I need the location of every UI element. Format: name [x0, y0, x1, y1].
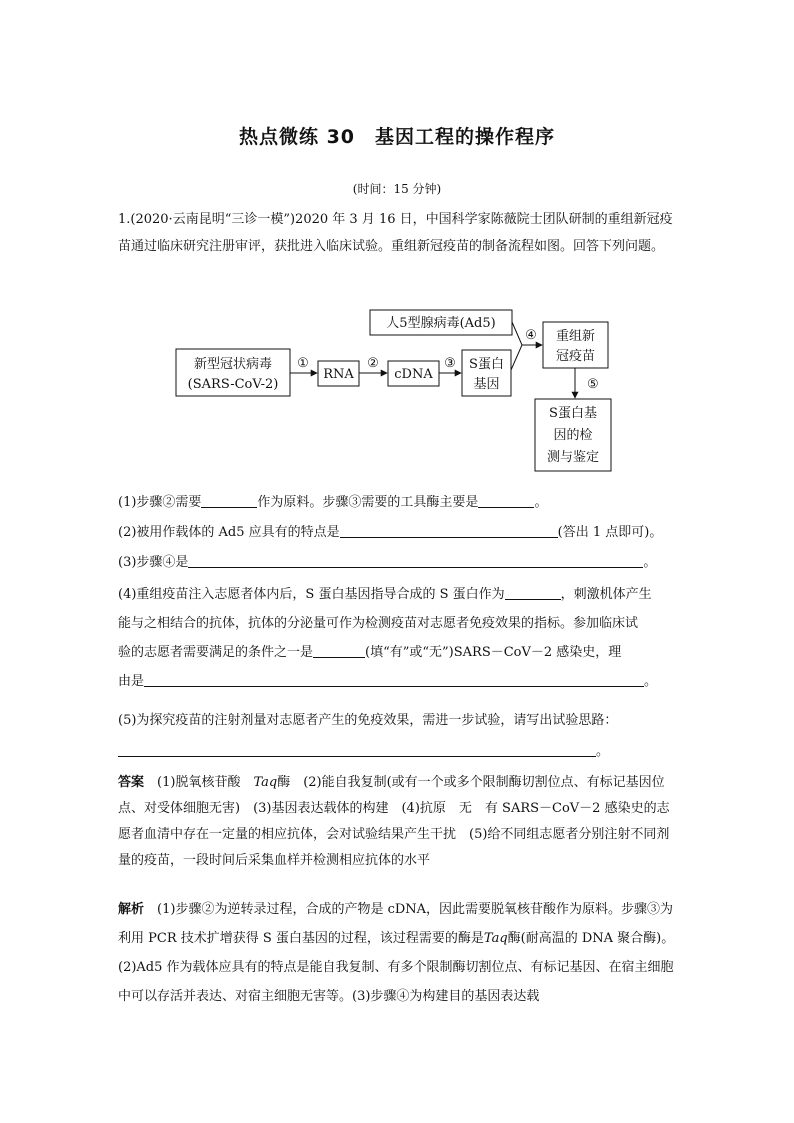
- answer-blank[interactable]: [313, 643, 365, 658]
- answer-blank[interactable]: [340, 523, 558, 538]
- rna-label: RNA: [323, 367, 354, 382]
- detection-label-1: S蛋白基: [549, 406, 597, 421]
- step-5-label: ⑤: [587, 377, 599, 392]
- s-gene-label-2: 基因: [473, 377, 500, 392]
- question-4: (4)重组疫苗注入志愿者体内后，S 蛋白基因指导合成的 S 蛋白作为 ，刺激机体产生 能与之相结合的抗体，抗体的分泌量可作为检测疫苗对志愿者免疫效果的指标。参加临床试 验的志愿者需要满足的条件之一是 (填“有”或“无”)SARS－CoV－2 感染史，理 由是 。: [118, 587, 658, 689]
- cdna-label: cDNA: [394, 367, 433, 382]
- page-title: 热点微练 30 基因工程的操作程序: [238, 126, 556, 148]
- answer-blank[interactable]: [144, 672, 644, 687]
- answer-blank[interactable]: [188, 553, 643, 568]
- s-gene-label-1: S蛋白: [469, 357, 504, 372]
- step-3-label: ③: [444, 356, 456, 371]
- answer-blank[interactable]: [505, 585, 561, 600]
- analysis-section: 解析 (1)步骤②为逆转录过程，合成的产物是 cDNA，因此需要脱氧核苷酸作为原料。步骤③为利用 PCR 技术扩增获得 S 蛋白基因的过程，该过程需要的酶是Taq酶(耐高温的 DNA 聚合酶)。(2)Ad5 作为载体应具有的特点是能自我复制、有多个限制酶切割位点、有标记基因、在宿主细胞中可以存活并表达、对宿主细胞无害等。(3)步骤④为构建目的基因表达载: [118, 902, 675, 1004]
- question-intro: 1.(2020·云南昆明“三诊一模”)2020 年 3 月 16 日，中国科学家陈薇院士团队研制的重组新冠疫苗通过临床研究注册审评，获批进入临床试验。重组新冠疫苗的制备流程如图。回答下列问题。: [118, 212, 673, 254]
- question-2: (2)被用作载体的 Ad5 应具有的特点是 (答出 1 点即可)。: [118, 525, 663, 540]
- virus-label-1: 新型冠状病毒: [193, 357, 273, 372]
- question-5-line: 。: [118, 737, 693, 766]
- step-4-label: ④: [525, 328, 537, 343]
- arrow-4-join: [511, 322, 522, 370]
- ad5-label: 人5型腺病毒(Ad5): [386, 316, 496, 331]
- detection-label-2: 因的检: [553, 428, 593, 443]
- answer-blank[interactable]: [118, 742, 596, 757]
- flow-diagram: [0, 0, 794, 480]
- question-5: (5)为探究疫苗的注射剂量对志愿者产生的免疫效果，需进一步试验，请写出试验思路：: [118, 713, 618, 728]
- answer-blank[interactable]: [478, 493, 534, 508]
- step-2-label: ②: [367, 356, 379, 371]
- vaccine-label-1: 重组新: [555, 329, 596, 344]
- detection-label-3: 测与鉴定: [546, 450, 600, 465]
- virus-label-2: (SARS-CoV-2): [187, 377, 279, 392]
- answer-blank[interactable]: [201, 493, 257, 508]
- question-3: (3)步骤④是 。: [118, 555, 657, 570]
- question-1: (1)步骤②需要 作为原料。步骤③需要的工具酶主要是 。: [118, 495, 548, 510]
- vaccine-label-2: 冠疫苗: [555, 349, 596, 364]
- step-1-label: ①: [297, 356, 309, 371]
- time-note: (时间：15 分钟): [352, 182, 442, 196]
- answer-section: 答案 (1)脱氧核苷酸 Taq酶 (2)能自我复制(或有一个或多个限制酶切割位点、有标记基因位点、对受体细胞无害) (3)基因表达载体的构建 (4)抗原 无 有 SARS－CoV－2 感染史的志愿者血清中存在一定量的相应抗体，会对试验结果产生干扰 (5)给不同组志愿者分别注射不同剂量的疫苗，一段时间后采集血样并检测相应抗体的水平: [118, 775, 670, 868]
